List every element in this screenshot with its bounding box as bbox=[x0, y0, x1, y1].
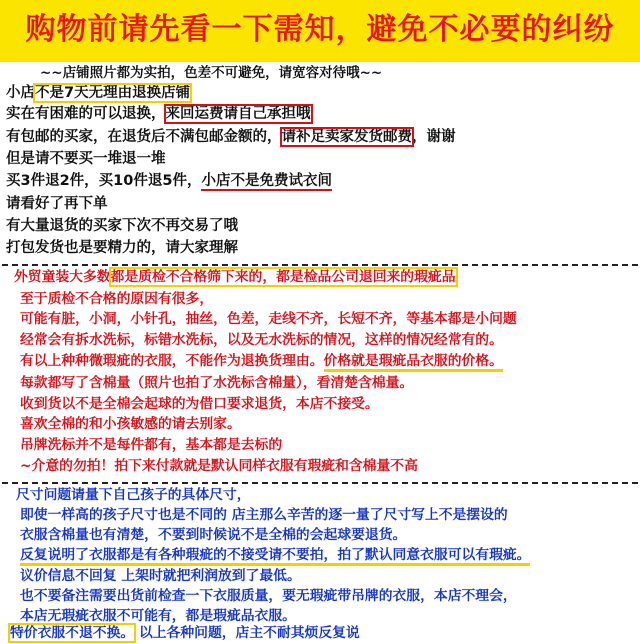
defects-line: 收到货以不是全棉会起球的为借口要求退货，本店不接受。 bbox=[20, 396, 379, 412]
sizes-line: 衣服含棉量也有清楚，不要到时候说不是全棉的会起球要退货。 bbox=[20, 527, 407, 543]
banner-title: 购物前请先看一下需知，避免不必要的纠纷 bbox=[25, 12, 615, 47]
highlight-box: 不是7天无理由退换店铺 bbox=[35, 85, 191, 101]
sizes-line: 也不要备注需要出货前检查一下衣服质量，要无瑕疵带吊牌的衣服，本店不理会， bbox=[20, 588, 517, 604]
policy-line bbox=[6, 104, 311, 124]
defects-line bbox=[20, 352, 503, 372]
policy-line: 打包发货也是要精力的，请大家理解 bbox=[6, 240, 238, 256]
policy-line bbox=[6, 127, 456, 147]
defects-line: 可能有脏，小洞，小针孔，抽丝，色差，走线不齐，长短不齐，等基本都是小问题 bbox=[20, 311, 517, 327]
underlined-text: 反复说明了衣服都是有各种瑕疵的不接受请不要拍，拍了默认同意衣服可以有瑕疵。 bbox=[20, 547, 530, 566]
underlined-text: 小店不是免费试衣间 bbox=[201, 173, 332, 189]
highlight-box: 请补足卖家发货邮费 bbox=[281, 129, 412, 145]
dashed-divider bbox=[2, 482, 638, 484]
policy-line: 有大量退货的买家下次不再交易了哦 bbox=[6, 218, 238, 234]
sizes-line: 即使一样高的孩子尺寸也是不同的 店主那么辛苦的逐一量了尺寸写上不是摆设的 bbox=[20, 507, 508, 523]
header-banner bbox=[0, 0, 640, 62]
policy-line: 但是请不要买一堆退一堆 bbox=[6, 151, 166, 167]
policy-line: 请看好了再下单 bbox=[6, 196, 108, 212]
text-segment: 外贸童装大多数 bbox=[14, 269, 111, 285]
sizes-line: 本店无瑕疵衣服不可能有，都是瑕疵品衣服。 bbox=[20, 608, 296, 624]
defects-line bbox=[14, 268, 456, 288]
text-segment: 有以上种种微瑕疵的衣服，不能作为退换货理由。 bbox=[20, 353, 324, 369]
policy-line bbox=[6, 171, 332, 191]
sizes-line: 尺寸问题请量下自己孩子的具体尺寸， bbox=[16, 487, 251, 503]
defects-line: ~介意的勿拍！拍下来付款就是默认同样衣服有瑕疵和含棉量不高 bbox=[20, 458, 418, 474]
sizes-line bbox=[20, 546, 530, 566]
text-segment: 买3件退2件，买10件退5件， bbox=[6, 173, 202, 189]
text-segment: 有包邮的买家，在退货后不满包邮金额的， bbox=[6, 129, 282, 145]
underlined-text: 价格就是瑕疵品衣服的价格。 bbox=[324, 353, 503, 372]
text-segment: 实在有困难的可以退换， bbox=[6, 106, 166, 122]
highlight-box: 特价衣服不退不换。 bbox=[10, 625, 135, 641]
policy-line bbox=[6, 83, 190, 103]
text-segment: 以上各种问题，店主不耐其烦反复说 bbox=[138, 625, 360, 641]
defects-line: 经常会有拆水洗标，标错水洗标，以及无水洗标的情况，这样的情况经常有的。 bbox=[20, 332, 503, 348]
defects-line: 至于质检不合格的原因有很多， bbox=[20, 291, 214, 307]
sizes-line bbox=[10, 624, 360, 644]
defects-line: 吊牌洗标并不是每件都有，基本都是去标的 bbox=[20, 437, 283, 453]
text-segment: ，谢谢 bbox=[412, 129, 456, 145]
text-segment: 小店 bbox=[6, 85, 35, 101]
sizes-line: 议价信息不回复 上架时就把利润放到了最低。 bbox=[20, 568, 301, 584]
dashed-divider bbox=[2, 264, 638, 266]
highlight-box: 都是质检不合格筛下来的，都是检品公司退回来的瑕疵品 bbox=[110, 269, 456, 285]
defects-line: 喜欢全棉的和小孩敏感的请去别家。 bbox=[20, 416, 241, 432]
defects-line: 每款都写了含棉量（照片也拍了水洗标含棉量），看清楚含棉量。 bbox=[20, 375, 414, 391]
policy-subtitle: ~~店铺照片都为实拍，色差不可避免，请宽容对待哦~~ bbox=[40, 65, 383, 81]
highlight-box: 来回运费请自己承担哦 bbox=[165, 106, 311, 122]
